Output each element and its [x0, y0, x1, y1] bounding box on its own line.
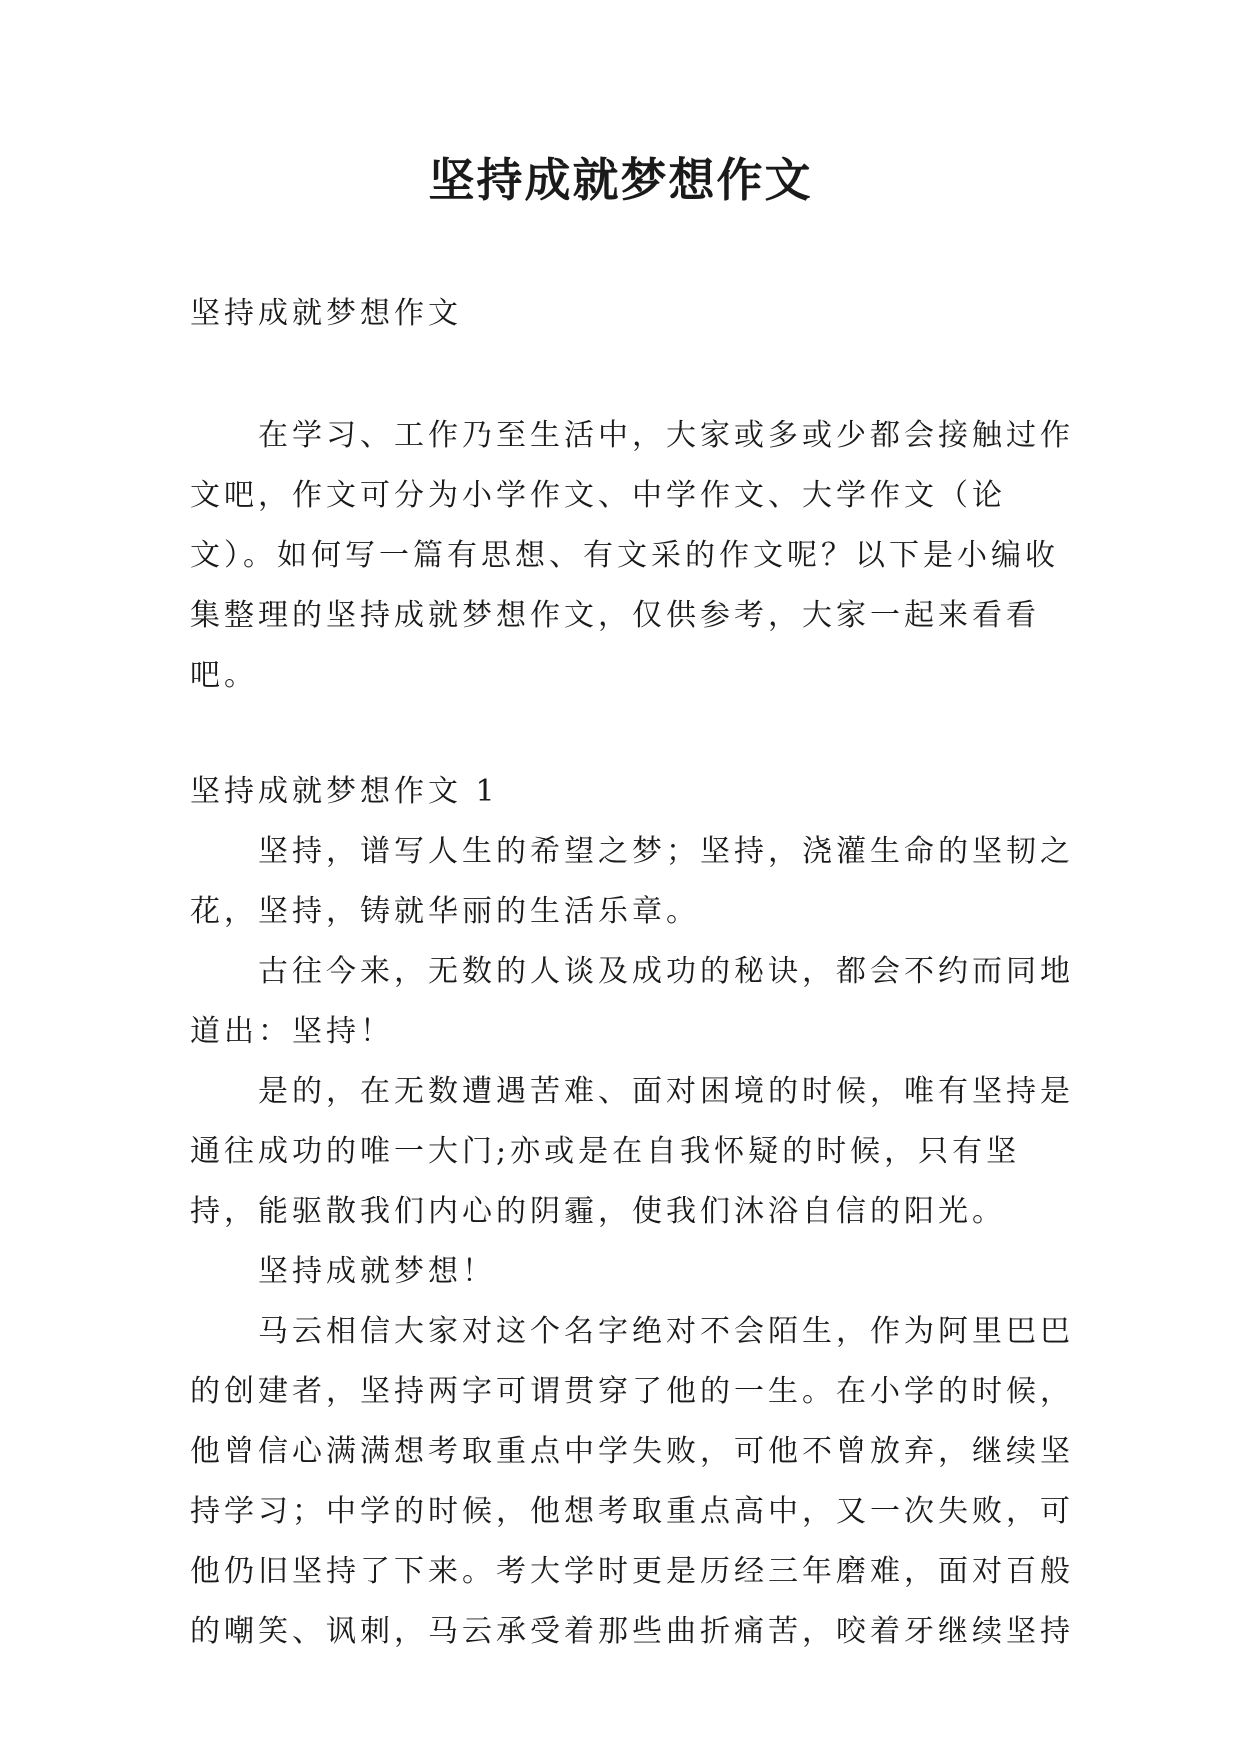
body-paragraph: 坚持，谱写人生的希望之梦；坚持，浇灌生命的坚韧之花，坚持，铸就华丽的生活乐章。	[190, 834, 1074, 929]
body-paragraph: 坚持成就梦想！	[258, 1254, 496, 1289]
body-paragraph: 古往今来，无数的人谈及成功的秘诀，都会不约而同地道出：坚持！	[190, 954, 1074, 1049]
spacer	[190, 344, 1080, 406]
document-subtitle: 坚持成就梦想作文	[190, 296, 462, 331]
intro-paragraph: 在学习、工作乃至生活中，大家或多或少都会接触过作文吧，作文可分为小学作文、中学作文、大学作文（论文）。如何写一篇有思想、有文采的作文呢？以下是小编收集整理的坚持成就梦想作文，仅供参考，大家一起来看看吧。	[190, 418, 1074, 693]
spacer	[190, 706, 1080, 762]
document-body	[190, 284, 1080, 1662]
document-title: 坚持成就梦想作文	[428, 153, 813, 207]
section-heading: 坚持成就梦想作文 1	[190, 774, 499, 809]
body-paragraph: 是的，在无数遭遇苦难、面对困境的时候，唯有坚持是通往成功的唯一大门;亦或是在自我怀疑的时候，只有坚持，能驱散我们内心的阴霾，使我们沐浴自信的阳光。	[190, 1074, 1074, 1229]
body-paragraph: 马云相信大家对这个名字绝对不会陌生，作为阿里巴巴的创建者，坚持两字可谓贯穿了他的一生。在小学的时候，他曾信心满满想考取重点中学失败，可他不曾放弃，继续坚持学习；中学的时候，他想考取重点高中，又一次失败，可他仍旧坚持了下来。考大学时更是历经三年磨难，面对百般的嘲笑、讽刺，马云承受着那些曲折痛苦，咬着牙继续坚持	[190, 1314, 1074, 1649]
